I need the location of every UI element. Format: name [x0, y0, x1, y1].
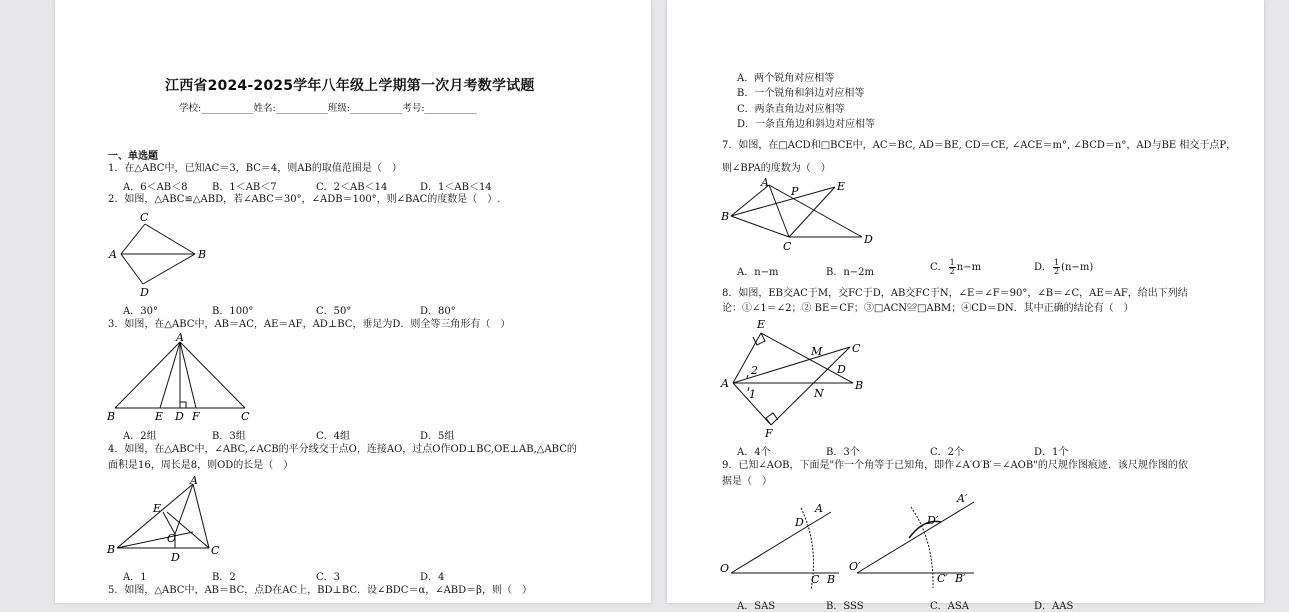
q4-label-b: B	[107, 543, 116, 556]
q4-label-e: E	[153, 502, 162, 515]
question-9-text-line1: 9．已知∠AOB，下面是"作一个角等于已知角，即作∠A′O′B′＝∠AOB"的尺规作图痕迹．该尺规作图的依	[722, 460, 1188, 471]
question-9-option-a: A．SAS	[737, 601, 776, 612]
q2-label-c: C	[140, 211, 149, 224]
question-1-option-c: C．2＜AB＜14	[316, 182, 388, 193]
q9-label-c: C	[811, 573, 820, 586]
q2-label-d: D	[140, 286, 149, 299]
question-2-text: 2．如图，△ABC≌△ABD，若∠ABC＝30°，∠ADB＝100°，则∠BAC的度数是（ ）.	[108, 194, 501, 205]
question-9-text-line2: 据是（ ）	[722, 476, 772, 487]
q3-label-b: B	[107, 410, 116, 423]
question-9-option-d: D．AAS	[1034, 601, 1074, 612]
question-8-option-b: B．3个	[826, 447, 860, 458]
q9-label-a-prime: A′	[957, 492, 968, 505]
q8-label-c: C	[852, 342, 861, 355]
q8-label-a: A	[721, 377, 729, 390]
question-4-option-b: B．2	[212, 572, 236, 583]
question-4-figure	[105, 474, 235, 566]
question-8-figure	[719, 315, 879, 440]
exam-title: 江西省2024-2025学年八年级上学期第一次月考数学试题	[165, 78, 535, 94]
q8-label-1: 1	[749, 388, 756, 401]
question-6-option-c: C．两条直角边对应相等	[737, 104, 845, 115]
document-page-left	[55, 0, 651, 603]
question-7-option-c: C． $\frac{1}{2}$ n−m	[930, 258, 982, 276]
question-3-figure	[105, 332, 265, 424]
question-4-option-d: D．4	[420, 572, 445, 583]
question-3-option-b: B．3组	[212, 431, 246, 442]
q7-label-b: B	[721, 210, 730, 223]
q7-label-a: A	[761, 176, 769, 189]
question-2-option-c: C．50°	[316, 306, 352, 317]
question-8-option-d: D．1个	[1034, 447, 1069, 458]
question-3-option-a: A．2组	[123, 431, 157, 442]
q4-label-a: A	[190, 474, 198, 487]
question-4-text-line2: 面积是16，周长是8，则OD的长是（ ）	[108, 460, 294, 471]
q8-label-n: N	[814, 387, 824, 400]
q2-label-a: A	[109, 248, 117, 261]
q8-label-2: 2	[751, 364, 758, 377]
q8-label-d: D	[837, 363, 846, 376]
question-9-figure	[719, 490, 999, 590]
q3-label-c: C	[241, 410, 250, 423]
section-heading: 一、单选题	[108, 151, 158, 162]
question-6-option-b: B．一个锐角和斜边对应相等	[737, 88, 865, 99]
q9-label-a: A	[815, 502, 823, 515]
q3-label-d: D	[175, 410, 184, 423]
question-4-option-a: A．1	[123, 572, 147, 583]
q9-label-o-prime: O′	[849, 560, 861, 573]
q9-label-c-prime: C′	[937, 572, 948, 585]
question-7-option-b: B．n−2m	[826, 267, 875, 278]
q7-label-d: D	[864, 233, 873, 246]
document-page-right	[667, 0, 1264, 612]
q3-label-a: A	[176, 332, 184, 344]
question-8-text-line2: 论：①∠1＝∠2；② BE＝CF；③□ACN≌□ABM；④CD＝DN．其中正确的结论有（ ）	[722, 303, 1134, 314]
question-7-option-a: A．n−m	[737, 267, 779, 278]
q2-label-b: B	[198, 248, 207, 261]
question-3-option-c: C．4组	[316, 431, 351, 442]
q9-label-d: D	[795, 516, 804, 529]
q3-label-e: E	[155, 410, 164, 423]
q9-label-b-prime: B′	[955, 572, 966, 585]
question-9-option-b: B．SSS	[826, 601, 864, 612]
question-4-option-c: C．3	[316, 572, 341, 583]
question-8-option-c: C．2个	[930, 447, 965, 458]
question-2-option-a: A．30°	[123, 306, 158, 317]
question-6-option-a: A．两个锐角对应相等	[737, 73, 835, 84]
question-4-text-line1: 4．如图，在△ABC中，∠ABC,∠ACB的平分线交于点O，连接AO，过点O作OD⊥BC,OE⊥AB,△ABC的	[108, 444, 577, 455]
question-1-option-d: D．1＜AB＜14	[420, 182, 492, 193]
q7-label-c: C	[783, 240, 792, 253]
question-7-text-line2: 则∠BPA的度数为（ ）	[722, 163, 831, 174]
question-8-option-a: A．4个	[737, 447, 771, 458]
q9-label-d-prime: D′	[927, 514, 939, 527]
q4-label-c: C	[211, 544, 220, 557]
question-1-text: 1．在△ABC中，已知AC＝3，BC＝4，则AB的取值范围是（ ）	[108, 163, 402, 174]
question-2-figure	[105, 208, 215, 300]
q4-label-o: O	[167, 532, 177, 545]
q3-label-f: F	[192, 410, 200, 423]
student-info-line: 学校:___________姓名:___________班级:___________考号:___________	[179, 103, 477, 114]
question-6-option-d: D．一条直角边和斜边对应相等	[737, 119, 876, 130]
q9-label-o: O	[720, 562, 730, 575]
q7-label-e: E	[837, 180, 846, 193]
question-8-text-line1: 8．如图，EB交AC于M，交FC于D，AB交FC于N，∠E＝∠F＝90°，∠B＝∠C，AE＝AF，给出下列结	[722, 288, 1188, 299]
q8-label-b: B	[855, 379, 864, 392]
question-7-option-d: D． $\frac{1}{2}$ (n−m)	[1034, 258, 1094, 276]
q9-label-b: B	[827, 573, 836, 586]
question-1-option-b: B．1＜AB＜7	[212, 182, 277, 193]
question-1-option-a: A．6＜AB＜8	[123, 182, 188, 193]
q4-label-d: D	[171, 551, 180, 564]
question-5-text: 5．如图，△ABC中，AB＝BC，点D在AC上，BD⊥BC．设∠BDC＝α，∠ABD＝β，则（ ）	[108, 585, 532, 596]
question-7-figure	[719, 175, 879, 255]
question-2-option-b: B．100°	[212, 306, 254, 317]
q7-label-p: P	[791, 185, 799, 198]
q8-label-m: M	[811, 345, 823, 358]
q8-label-e: E	[757, 318, 766, 331]
question-2-option-d: D．80°	[420, 306, 456, 317]
question-3-text: 3．如图，在△ABC中，AB＝AC，AE＝AF，AD⊥BC，垂足为D．则全等三角形有（ ）	[108, 319, 511, 330]
question-7-text-line1: 7．如图，在□ACD和□BCE中，AC＝BC, AD＝BE, CD＝CE, ∠ACE＝m°, ∠BCD＝n°，AD与BE 相交于点P，	[722, 140, 1237, 151]
q8-label-f: F	[765, 427, 773, 440]
question-9-option-c: C．ASA	[930, 601, 969, 612]
question-3-option-d: D．5组	[420, 431, 455, 442]
